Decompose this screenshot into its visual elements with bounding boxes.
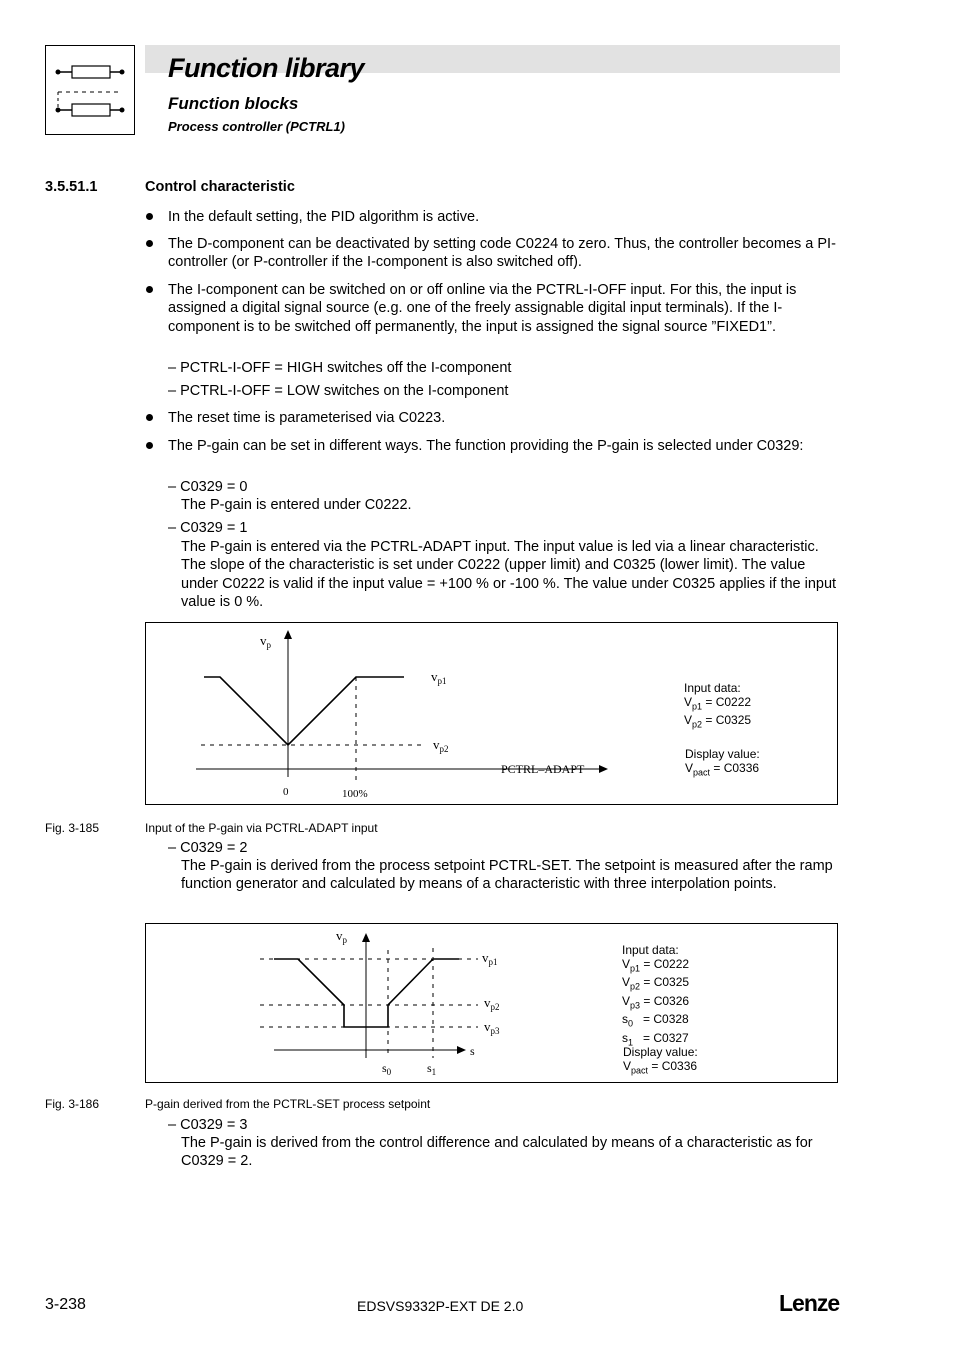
bullet-text: The I-component can be switched on or off online via the PCTRL-I-OFF input. For this, the input is assigned a digital signal source (e.g. one of the freely assignable digital input terminals). If the I-component is to be switched off permanently, the input is assigned the signal source ”FIXED1”. — [168, 282, 797, 335]
y-axis-arrow — [284, 630, 292, 639]
fig2-input-data — [622, 943, 689, 1049]
input-line: $V_{p2} = C0325$ — [684, 713, 752, 730]
input-line: $V_{p1} = C0222$ — [684, 695, 752, 712]
display-value-label: Display value: — [685, 747, 760, 761]
input-line: $V_{p3} = C0326$ — [622, 993, 690, 1011]
input-line: $V_{p2} = C0325$ — [622, 975, 690, 992]
fig1-input-data — [684, 681, 751, 732]
function-block-logo — [45, 45, 135, 135]
ioff-low: – PCTRL-I-OFF = LOW switches on the I-component — [168, 383, 509, 399]
figure1-caption: Input of the P-gain via PCTRL-ADAPT input — [145, 821, 378, 835]
x-axis-label: s — [470, 1044, 475, 1058]
fig2-display-value — [623, 1045, 698, 1077]
zero-tick-label: 0 — [283, 786, 289, 798]
input-line: $s_0 = C0328$ — [622, 1012, 689, 1029]
vp-axis-label: $v_p$ — [260, 633, 271, 650]
x-axis-label: PCTRL–ADAPT — [501, 762, 585, 776]
figure-pctrl-set — [145, 923, 838, 1083]
c0329-3-head: – C0329 = 3 — [168, 1117, 248, 1133]
c0329-3-body: The P-gain is derived from the control difference and calculated by means of a characteristic as for C0329 = 2. — [181, 1135, 813, 1170]
bullet-text: The P-gain can be set in different ways. The function providing the P-gain is selected under C0329: — [168, 438, 804, 454]
y-axis-arrow — [362, 933, 370, 942]
hundred-tick-label: 100% — [342, 788, 368, 800]
s1-tick-label: $s_1$ — [427, 1061, 437, 1077]
section-path: Process controller (PCTRL1) — [168, 119, 345, 134]
ioff-high: – PCTRL-I-OFF = HIGH switches off the I-component — [168, 360, 512, 376]
s0-tick-label: $s_0$ — [382, 1061, 392, 1077]
fig1-display-value — [685, 747, 760, 779]
vp1-label: $v_{p1}$ — [431, 669, 447, 686]
c0329-0-head: – C0329 = 0 — [168, 479, 248, 495]
document-id: EDSVS9332P-EXT DE 2.0 — [357, 1298, 524, 1314]
input-line: $s_1 = C0327$ — [622, 1030, 689, 1047]
input-data-label: Input data: — [684, 681, 741, 695]
c0329-1-body: The P-gain is entered via the PCTRL-ADAPT input. The input value is led via a linear characteristic. The slope of the characteristic is set under C0222 (upper limit) and C0325 (lower limit). The value under C0222 is valid if the input value = +100 % or -100 %. The value under C0325 applies if the input value is 0 %. — [181, 539, 837, 610]
figure2-number: Fig. 3-186 — [45, 1097, 100, 1111]
x-axis-arrow — [457, 1046, 466, 1054]
lenze-logo: Lenze — [779, 1290, 840, 1316]
vp1-label: $v_{p1}$ — [482, 950, 498, 967]
bullet-text: The D-component can be deactivated by setting code C0224 to zero. Thus, the controller becomes a PI-controller (or P-controller if the I-component is also switched off). — [168, 236, 836, 271]
figure2-diagram — [146, 924, 837, 1082]
figure-pctrl-adapt — [145, 622, 838, 805]
bullet-dot — [146, 286, 153, 293]
page-subtitle: Function blocks — [168, 94, 299, 113]
bullet-dot — [146, 442, 153, 449]
vp-axis-label: $v_p$ — [336, 928, 347, 945]
c0329-1-head: – C0329 = 1 — [168, 520, 248, 536]
c0329-2-body: The P-gain is derived from the process setpoint PCTRL-SET. The setpoint is measured after the ramp function generator and calculated by means of a characteristic with three interpolation points. — [181, 858, 833, 893]
gain-characteristic-line — [204, 677, 404, 745]
bullet-text: The reset time is parameterised via C0223. — [168, 410, 446, 426]
page-title: Function library — [168, 53, 365, 83]
bullet-dot — [146, 213, 153, 220]
vp2-label: $v_{p2}$ — [433, 737, 449, 754]
c0329-2-head: – C0329 = 2 — [168, 840, 248, 856]
bullet-dot — [146, 414, 153, 421]
section-title: Control characteristic — [145, 179, 295, 195]
page-number: 3-238 — [45, 1296, 86, 1313]
function-block-icon — [46, 46, 134, 134]
x-axis-arrow — [599, 765, 608, 773]
display-value-label: Display value: — [623, 1045, 698, 1059]
input-line: $V_{p1} = C0222$ — [622, 957, 690, 974]
figure2-caption: P-gain derived from the PCTRL-SET process setpoint — [145, 1097, 431, 1111]
display-line: $V_{pact} = C0336$ — [623, 1059, 698, 1076]
vp3-label: $v_{p3}$ — [484, 1019, 500, 1036]
vp2-label: $v_{p2}$ — [484, 995, 500, 1012]
display-line: $V_{pact} = C0336$ — [685, 761, 760, 778]
input-data-label: Input data: — [622, 943, 679, 957]
section-number: 3.5.51.1 — [45, 179, 98, 195]
figure1-number: Fig. 3-185 — [45, 821, 100, 835]
c0329-0-body: The P-gain is entered under C0222. — [181, 497, 412, 513]
bullet-text: In the default setting, the PID algorithm is active. — [168, 209, 480, 225]
bullet-dot — [146, 240, 153, 247]
